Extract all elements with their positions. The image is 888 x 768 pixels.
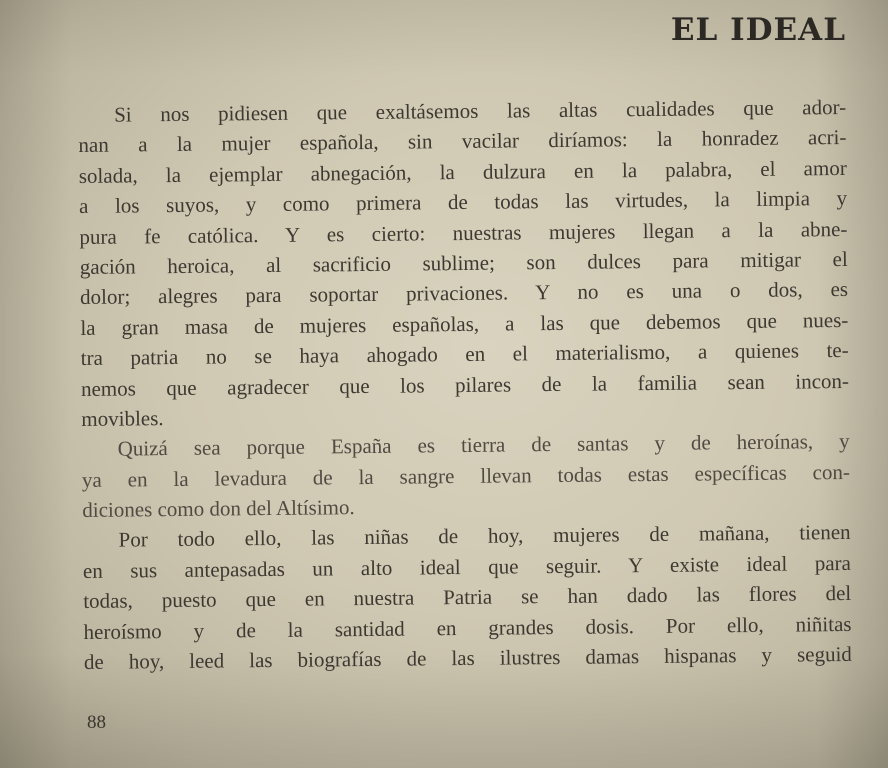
- text-line: tra patria no se haya ahogado en el materialismo, a quienes te-: [80, 338, 849, 371]
- text-line: heroísmo y de la santidad en grandes dosis. Por ello, niñitas: [83, 611, 852, 644]
- text-line: en sus antepasadas un alto ideal que seguir. Y existe ideal para: [82, 550, 852, 583]
- text-line: Si nos pidiesen que exaltásemos las altas cualidades que ador-: [114, 94, 847, 127]
- text-line: la gran masa de mujeres españolas, a las que debemos que nues-: [80, 307, 849, 340]
- text-line: de hoy, leed las biografías de las ilustres damas hispanas y seguid: [83, 641, 852, 674]
- text-line: Quizá sea porque España es tierra de santas y de heroínas, y: [117, 429, 850, 461]
- text-line: diciones como don del Altísimo.: [82, 495, 355, 523]
- text-line: nemos que agradecer que los pilares de la familia sean incon-: [80, 368, 850, 401]
- paragraph-2: [82, 426, 851, 525]
- page-number: 88: [87, 712, 106, 733]
- text-line: nan a la mujer española, sin vacilar diríamos: la honradez acri-: [78, 125, 847, 158]
- text-line: Por todo ello, las niñas de hoy, mujeres de mañana, tienen: [118, 520, 851, 553]
- text-line: pura fe católica. Y es cierto: nuestras mujeres llegan a la abne-: [79, 216, 848, 249]
- text-line: ya en la levadura de la sangre llevan todas estas específicas con-: [81, 459, 851, 492]
- running-head-title: EL IDEAL: [670, 12, 846, 48]
- text-line: movibles.: [81, 406, 164, 431]
- body-text: [78, 92, 852, 677]
- paragraph-3: [82, 517, 852, 677]
- text-line: a los suyos, y como primera de todas las virtudes, la limpia y: [78, 186, 848, 219]
- paragraph-1: [78, 92, 849, 434]
- text-line: gación heroica, al sacrificio sublime; son dulces para mitigar el: [79, 246, 848, 279]
- text-line: solada, la ejemplar abnegación, la dulzura en la palabra, el amor: [78, 155, 847, 188]
- text-line: todas, puesto que en nuestra Patria se han dado las flores del: [83, 581, 852, 614]
- text-line: dolor; alegres para soportar privaciones. Y no es una o dos, es: [79, 277, 849, 310]
